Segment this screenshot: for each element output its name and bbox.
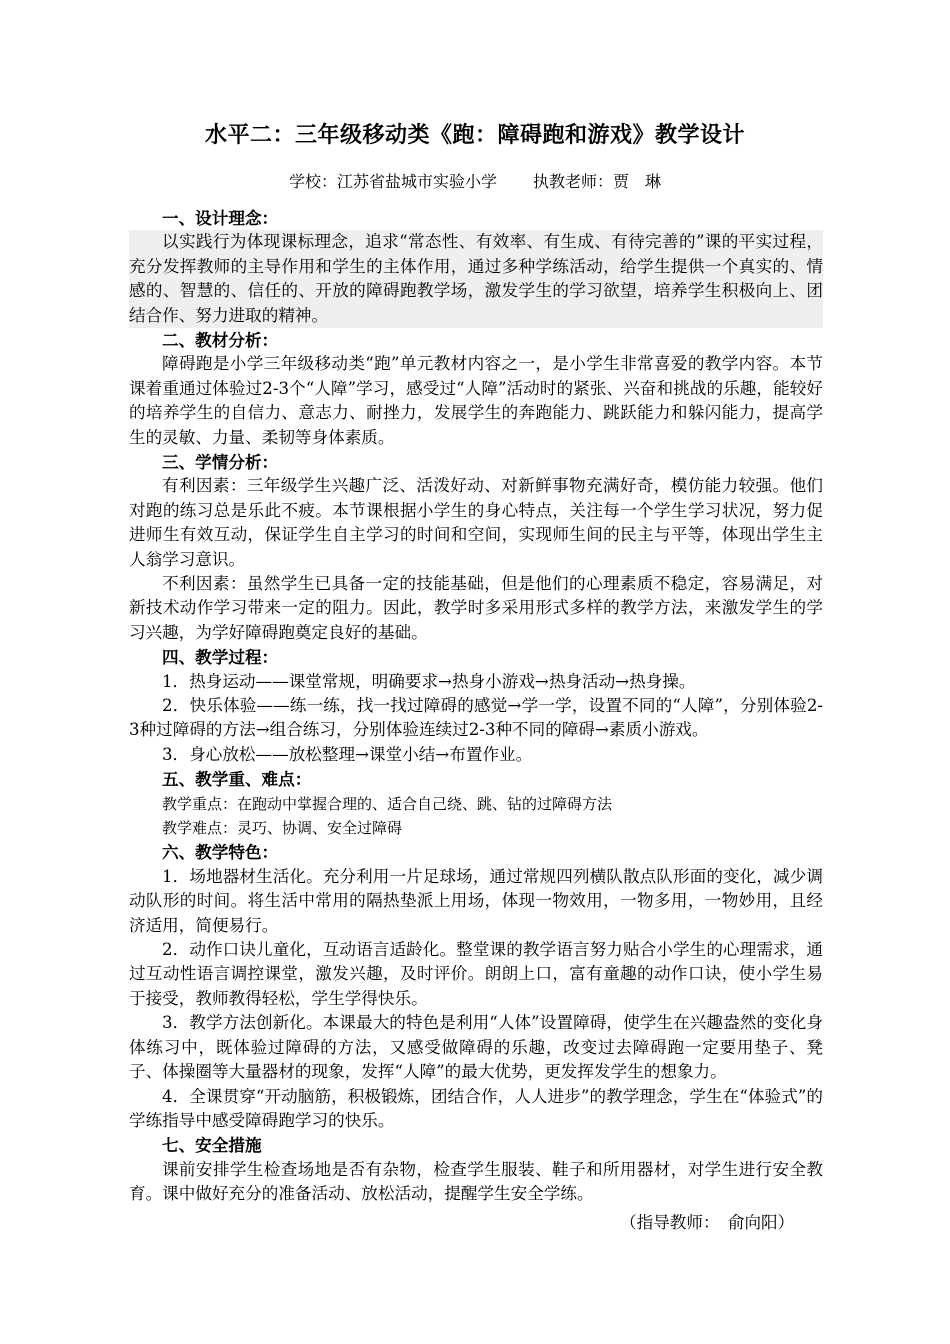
paragraph-favorable-factors: 有利因素：三年级学生兴趣广泛、活泼好动、对新鲜事物充满好奇，模仿能力较强。他们对跑的练习总是乐此不疲。本节课根据小学生的身心特点，关注每一个学生学习状况，努力促进师生有效互动，保证学生自主学习的时间和空间，实现师生间的民主与平等，体现出学生主人翁学习意识。 <box>129 476 823 569</box>
document-subtitle <box>0 170 950 194</box>
section-heading-teaching-process: 四、教学过程： <box>162 647 279 668</box>
paragraph-difficult-point: 教学难点：灵巧、协调、安全过障碍 <box>162 819 403 838</box>
teacher-label: 执教老师：贾 琳 <box>533 172 662 191</box>
section-heading-design-concept: 一、设计理念： <box>162 208 279 228</box>
section-heading-material-analysis: 二、教材分析： <box>162 330 279 351</box>
school-label: 学校：江苏省盐城市实验小学 <box>288 172 497 191</box>
paragraph-process-2: 2．快乐体验——练一练，找一找过障碍的感觉→学一学，设置不同的“人障”，分别体验2-3种过障碍的方法→组合练习，分别体验连续过2-3种不同的障碍→素质小游戏。 <box>129 696 823 740</box>
paragraph-process-3: 3．身心放松——放松整理→课堂小结→布置作业。 <box>162 744 533 764</box>
advisor-note: （指导教师： 俞向阳） <box>620 1213 795 1232</box>
section-heading-key-points: 五、教学重、难点： <box>162 769 312 790</box>
paragraph-design-concept: 以实践行为体现课标理念，追求“常态性、有效率、有生成、有待完善的”课的平实过程，充分发挥教师的主导作用和学生的主体作用，通过多种学练活动，给学生提供一个真实的、情感的、智慧的、信任的、开放的障碍跑教学场，激发学生的学习欲望，培养学生积极向上、团结合作、努力进取的精神。 <box>129 230 823 328</box>
paragraph-feature-2: 2．动作口诀儿童化，互动语言适龄化。整堂课的教学语言努力贴合小学生的心理需求，通过互动性语言调控课堂，激发兴趣，及时评价。朗朗上口，富有童趣的动作口诀，使小学生易于接受，教师教得轻松，学生学得快乐。 <box>129 940 823 1008</box>
paragraph-material-analysis: 障碍跑是小学三年级移动类“跑”单元教材内容之一，是小学生非常喜爱的教学内容。本节课着重通过体验过2-3个“人障”学习，感受过“人障”活动时的紧张、兴奋和挑战的乐趣，能较好的培养学生的自信力、意志力、耐挫力，发展学生的奔跑能力、跳跃能力和躲闪能力，提高学生的灵敏、力量、柔韧等身体素质。 <box>129 354 823 447</box>
paragraph-key-point: 教学重点：在跑动中掌握合理的、适合自己绕、跳、钻的过障碍方法 <box>162 794 613 813</box>
document-body <box>129 206 823 1207</box>
section-heading-features: 六、教学特色： <box>162 842 279 863</box>
paragraph-feature-1: 1．场地器材生活化。充分利用一片足球场，通过常规四列横队散点队形面的变化，减少调动队形的时间。将生活中常用的隔热垫派上用场，体现一物效用，一物多用，一物妙用，且经济适用，简便易行。 <box>129 866 823 935</box>
paragraph-feature-3: 3．教学方法创新化。本课最大的特色是利用“人体”设置障碍，使学生在兴趣盎然的变化身体练习中，既体验过障碍的方法，又感受做障碍的乐趣，改变过去障碍跑一定要用垫子、凳子、体操圈等大量器材的现象，发挥“人障”的最大优势，更发挥发学生的想象力。 <box>129 1013 823 1082</box>
paragraph-unfavorable-factors: 不利因素：虽然学生已具备一定的技能基础，但是他们的心理素质不稳定，容易满足，对新技术动作学习带来一定的阻力。因此，教学时多采用形式多样的教学方法，来激发学生的学习兴趣，为学好障碍跑奠定良好的基础。 <box>129 574 823 642</box>
paragraph-safety: 课前安排学生检查场地是否有杂物，检查学生服装、鞋子和所用器材，对学生进行安全教育。课中做好充分的准备活动、放松活动，提醒学生安全学练。 <box>129 1159 823 1204</box>
section-heading-student-analysis: 三、学情分析： <box>162 452 279 473</box>
paragraph-process-1: 1．热身运动——课堂常规，明确要求→热身小游戏→热身活动→热身操。 <box>162 671 696 691</box>
document-title: 水平二：三年级移动类《跑：障碍跑和游戏》教学设计 <box>204 122 745 148</box>
paragraph-feature-4: 4．全课贯穿“开动脑筋，积极锻炼，团结合作，人人进步”的教学理念，学生在“体验式”的学练指导中感受障碍跑学习的快乐。 <box>129 1086 823 1130</box>
section-heading-safety: 七、安全措施 <box>162 1135 262 1156</box>
